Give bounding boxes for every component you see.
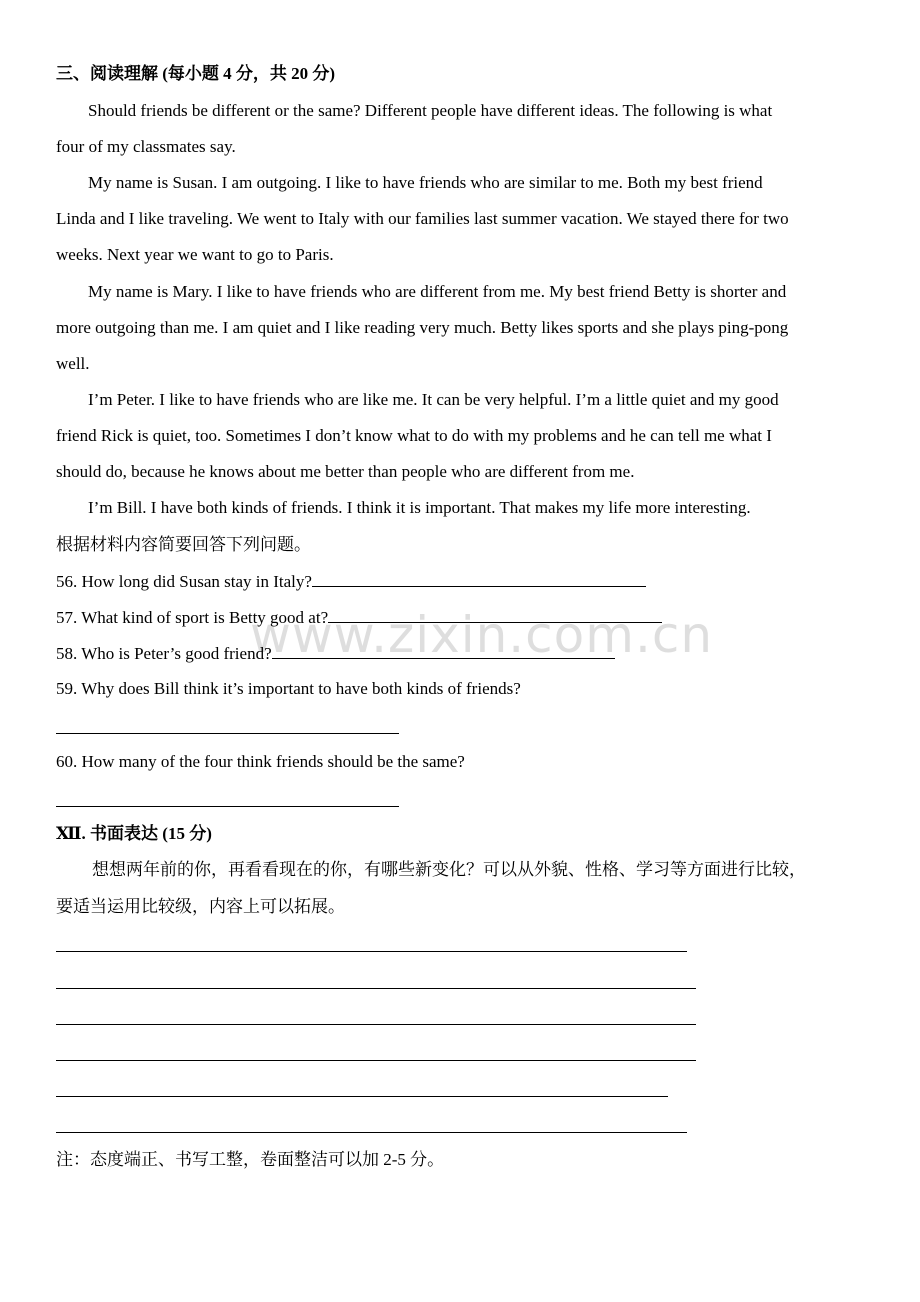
section-writing-heading: Ⅻ. 书面表达 (15 分) xyxy=(56,824,212,843)
passage-mary-line-2: more outgoing than me. I am quiet and I like reading very much. Betty likes sports and she plays ping-pong xyxy=(56,318,789,337)
answer-57-blank[interactable] xyxy=(328,607,662,623)
passage-intro-line-1: Should friends be different or the same? Different people have different ideas. The following is what xyxy=(88,101,773,120)
question-57 xyxy=(56,607,662,627)
writing-line[interactable] xyxy=(56,1096,668,1097)
answer-60-blank[interactable] xyxy=(56,806,399,807)
writing-line[interactable] xyxy=(56,1060,696,1061)
passage-susan-line-1: My name is Susan. I am outgoing. I like to have friends who are similar to me. Both my best friend xyxy=(88,173,763,192)
question-58 xyxy=(56,643,615,663)
writing-line[interactable] xyxy=(56,1132,687,1133)
writing-line[interactable] xyxy=(56,1024,696,1025)
passage-bill-line-1: I’m Bill. I have both kinds of friends. I think it is important. That makes my life more interesting. xyxy=(88,498,751,517)
writing-prompt-line-1: 想想两年前的你，再看看现在的你，有哪些新变化？可以从外貌、性格、学习等方面进行比较， xyxy=(92,860,806,879)
passage-intro-line-2: four of my classmates say. xyxy=(56,137,236,156)
question-59-text: 59. Why does Bill think it’s important to have both kinds of friends? xyxy=(56,679,521,698)
question-60-text: 60. How many of the four think friends should be the same? xyxy=(56,752,465,771)
answer-58-blank[interactable] xyxy=(272,643,615,659)
questions-instruction: 根据材料内容简要回答下列问题。 xyxy=(56,535,311,554)
answer-56-blank[interactable] xyxy=(312,571,646,587)
passage-susan-line-2: Linda and I like traveling. We went to Italy with our families last summer vacation. We stayed there for two xyxy=(56,209,789,228)
question-56 xyxy=(56,571,646,591)
section-reading-heading: 三、阅读理解 (每小题 4 分，共 20 分) xyxy=(56,64,336,83)
passage-peter-line-3: should do, because he knows about me better than people who are different from me. xyxy=(56,462,635,481)
question-58-text: 58. Who is Peter’s good friend? xyxy=(56,644,272,663)
passage-mary-line-1: My name is Mary. I like to have friends who are different from me. My best friend Betty is shorter and xyxy=(88,282,787,301)
passage-susan-line-3: weeks. Next year we want to go to Paris. xyxy=(56,245,334,264)
writing-prompt-line-2: 要适当运用比较级，内容上可以拓展。 xyxy=(56,897,345,916)
scoring-note: 注：态度端正、书写工整，卷面整洁可以加 2-5 分。 xyxy=(56,1150,445,1169)
passage-peter-line-1: I’m Peter. I like to have friends who are like me. It can be very helpful. I’m a little quiet and my good xyxy=(88,390,779,409)
watermark: www.zixin.com.cn xyxy=(250,606,714,664)
question-57-text: 57. What kind of sport is Betty good at? xyxy=(56,608,329,627)
answer-59-blank[interactable] xyxy=(56,733,399,734)
writing-line[interactable] xyxy=(56,988,696,989)
passage-mary-line-3: well. xyxy=(56,354,90,373)
question-56-text: 56. How long did Susan stay in Italy? xyxy=(56,572,312,591)
passage-peter-line-2: friend Rick is quiet, too. Sometimes I don’t know what to do with my problems and he can tell me what I xyxy=(56,426,772,445)
writing-line[interactable] xyxy=(56,951,687,952)
